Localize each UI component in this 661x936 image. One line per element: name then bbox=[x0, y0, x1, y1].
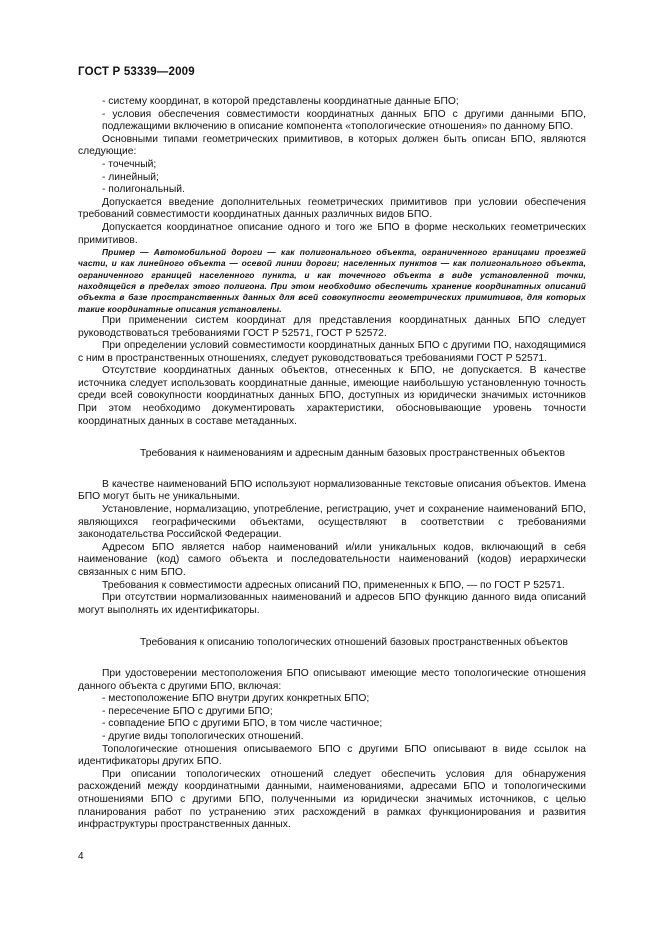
page-number: 4 bbox=[78, 851, 84, 862]
list-item: - другие виды топологических отношений. bbox=[102, 730, 304, 742]
example-note: Пример — Автомобильной дороги — как полигонального объекта, ограниченного границами проезжей части, и как линейного объекта — осевой линии дороги; населенных пунктов — как полигонального объекта, ограниченного границей населенного пункта, и как точечного объекта в виде установленной точки, находящейся в пределах этого полигона. При этом необходимо обеспечить хранение координатных описаний объекта в базе пространственных данных для всей совокупности геометрических примитивов, для которых такие координатные описания установлены. bbox=[78, 247, 586, 314]
list-item: - точечный; bbox=[102, 158, 157, 170]
paragraph: Отсутствие координатных данных объектов, отнесенных к БПО, не допускается. В качестве источника следует использовать координатные данные, имеющие наибольшую установленную точность среди всей совокупности координатных данных БПО, доступных из юридически значимых источников При этом необходимо документировать характеристики, обосновывающие уровень точности координатных данных в составе метаданных. bbox=[78, 365, 586, 427]
section-title-names: Требования к наименованиям и адресным данным базовых пространственных объектов bbox=[140, 448, 565, 460]
paragraph: Допускается координатное описание одного и того же БПО в форме нескольких геометрических примитивов. bbox=[78, 221, 586, 246]
list-item: - местоположение БПО внутри других конкретных БПО; bbox=[102, 693, 370, 705]
paragraph: Допускается введение дополнительных геометрических примитивов при условии обеспечения требований совместимости координатных данных различных видов БПО. bbox=[78, 196, 586, 221]
document-header: ГОСТ Р 53339—2009 bbox=[78, 66, 195, 78]
paragraph: При отсутствии нормализованных наименований и адресов БПО функцию данного вида описаний могут выполнять их идентификаторы. bbox=[78, 592, 586, 616]
paragraph: При описании топологических отношений следует обеспечить условия для обнаружения расхождений между координатными данными, наименованиями, адресами БПО и топологическими отношениями БПО с другими БПО, полученными из юридически значимых источников, с целью планирования работ по устранению этих расхождений в рамках функционирования и развития инфраструктуры пространственных данных. bbox=[78, 768, 586, 831]
list-item: - условия обеспечения совместимости координатных данных БПО с другими данными БПО, подлежащими включению в описание компонента «топологические отношения» по данному БПО. bbox=[102, 108, 586, 133]
paragraph: Адресом БПО является набор наименований и/или уникальных кодов, включающий в себя наименование (код) самого объекта и последовательности наименований (кодов) иерархически связанных с ним БПО. bbox=[78, 541, 586, 578]
paragraph: Установление, нормализацию, употребление, регистрацию, учет и сохранение наименований БПО, являющихся географическими объектами, осуществляют в соответствии с требованиями законодательства Российской Федерации. bbox=[78, 504, 586, 541]
list-item: - линейный; bbox=[102, 171, 159, 183]
paragraph: При применении систем координат для представления координатных данных БПО следует руководствоваться требованиями ГОСТ Р 52571, ГОСТ Р 52572. bbox=[78, 314, 586, 339]
paragraph: В качестве наименований БПО используют нормализованные текстовые описания объектов. Имена БПО могут быть не уникальными. bbox=[78, 478, 586, 503]
paragraph: Топологические отношения описываемого БПО с другими БПО описывают в виде ссылок на идентификаторы других БПО. bbox=[78, 743, 586, 768]
paragraph: Основными типами геометрических примитивов, в которых должен быть описан БПО, являются следующие: bbox=[78, 133, 586, 158]
list-item: - пересечение БПО с другими БПО; bbox=[102, 705, 273, 717]
list-item: - полигональный. bbox=[102, 184, 185, 196]
paragraph: При определении условий совместимости координатных данных БПО с другими ПО, находящимися с ним в пространственных отношениях, следует руководствоваться требованиями ГОСТ Р 52571. bbox=[78, 340, 586, 364]
document-body bbox=[78, 96, 586, 832]
list-item: - совпадение БПО с другими БПО, в том числе частичное; bbox=[102, 718, 383, 730]
section-title-topology: Требования к описанию топологических отношений базовых пространственных объектов bbox=[140, 637, 568, 649]
paragraph: При удостоверении местоположения БПО описывают имеющие место топологические отношения данного объекта с другими БПО, включая: bbox=[78, 667, 586, 692]
paragraph: Требования к совместимости адресных описаний ПО, примененных к БПО, — по ГОСТ Р 52571. bbox=[102, 579, 565, 591]
list-item: - систему координат, в которой представлены координатные данные БПО; bbox=[102, 96, 459, 107]
